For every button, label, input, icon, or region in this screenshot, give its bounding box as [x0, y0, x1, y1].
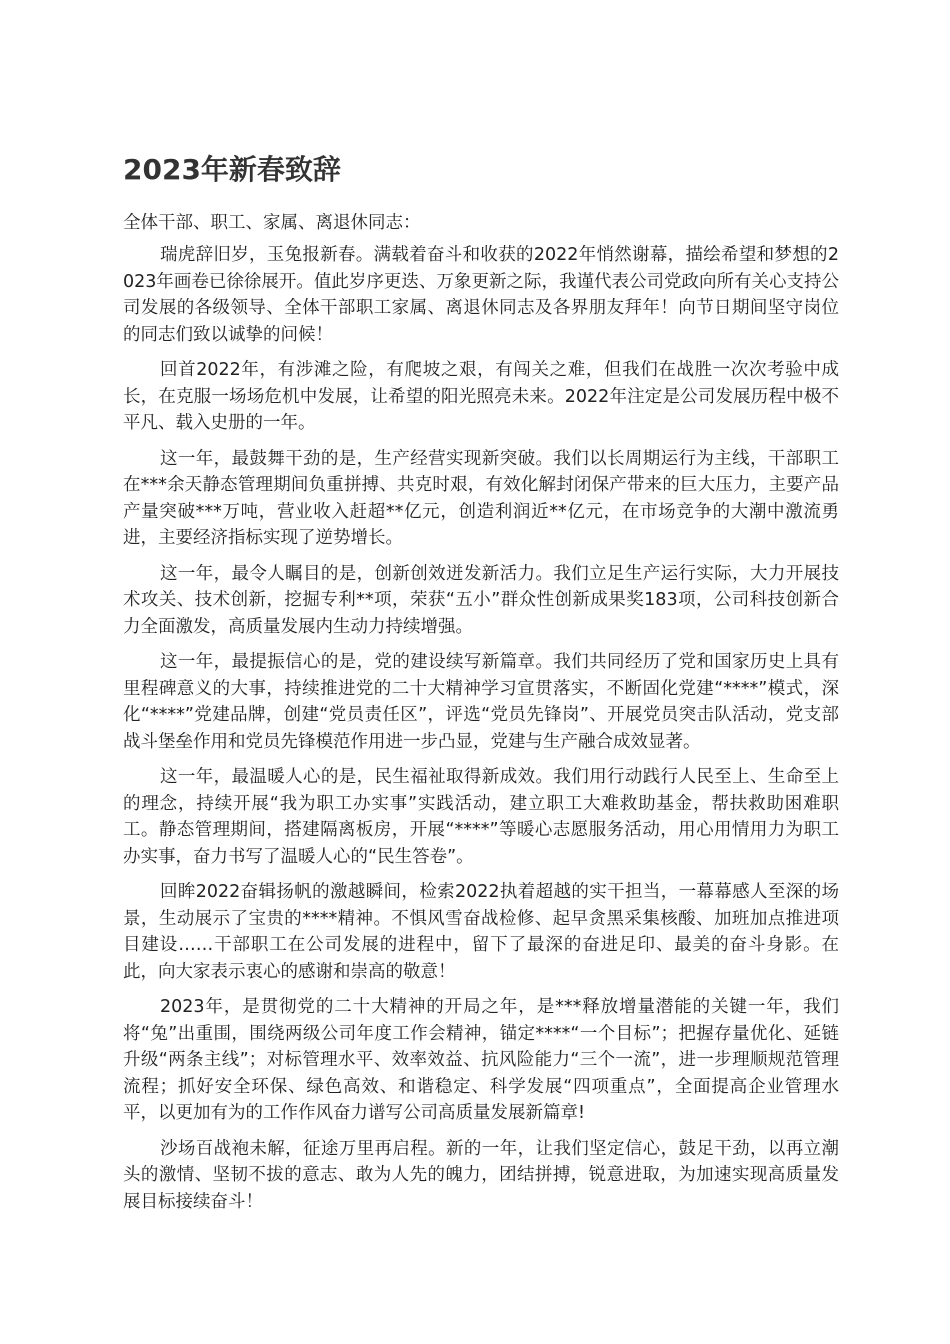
- paragraph-8: 2023年，是贯彻党的二十大精神的开局之年，是***释放增量潜能的关键一年，我们将“兔”出重围，围绕两级公司年度工作会精神，锚定****“一个目标”；把握存量优化、延链升级“两条主线”；对标管理水平、效率效益、抗风险能力“三个一流”，进一步理顺规范管理流程；抓好安全环保、绿色高效、和谐稳定、科学发展“四项重点”，全面提高企业管理水平，以更加有为的工作作风奋力谱写公司高质量发展新篇章!: [123, 997, 839, 1123]
- salutation: 全体干部、职工、家属、离退休同志：: [123, 213, 421, 233]
- paragraph-7: 回眸2022奋辑扬帆的激越瞬间，检索2022执着超越的实干担当，一幕幕感人至深的场景，生动展示了宝贵的****精神。不惧风雪奋战检修、起早贪黑采集核酸、加班加点推进项目建设……干部职工在公司发展的进程中，留下了最深的奋进足印、最美的奋斗身影。在此，向大家表示衷心的感谢和崇高的敬意！: [123, 882, 839, 982]
- paragraph-9: 沙场百战袍未解，征途万里再启程。新的一年，让我们坚定信心，鼓足干劲，以再立潮头的激情、坚韧不拔的意志、敢为人先的魄力，团结拼搏，锐意进取，为加速实现高质量发展目标接续奋斗！: [123, 1138, 839, 1212]
- paragraph-5: 这一年，最提振信心的是，党的建设续写新篇章。我们共同经历了党和国家历史上具有里程碑意义的大事，持续推进党的二十大精神学习宣贯落实，不断固化党建“****”模式，深化“****”党建品牌，创建“党员责任区”，评选“党员先锋岗”、开展党员突击队活动，党支部战斗堡垒作用和党员先锋模范作用进一步凸显，党建与生产融合成效显著。: [123, 652, 839, 752]
- paragraph-1: 瑞虎辞旧岁，玉兔报新春。满载着奋斗和收获的2022年悄然谢幕，描绘希望和梦想的2023年画卷已徐徐展开。值此岁序更迭、万象更新之际，我谨代表公司党政向所有关心支持公司发展的各级领导、全体干部职工家属、离退休同志及各界朋友拜年！向节日期间坚守岗位的同志们致以诚挚的问候！: [123, 245, 839, 345]
- paragraph-2: 回首2022年，有涉滩之险，有爬坡之艰，有闯关之难，但我们在战胜一次次考验中成长，在克服一场场危机中发展，让希望的阳光照亮未来。2022年注定是公司发展历程中极不平凡、载入史册的一年。: [123, 360, 839, 433]
- paragraph-4: 这一年，最令人瞩目的是，创新创效迸发新活力。我们立足生产运行实际，大力开展技术攻关、技术创新，挖掘专利**项，荣获“五小”群众性创新成果奖183项，公司科技创新合力全面激发，高质量发展内生动力持续增强。: [123, 563, 839, 637]
- document-page: [123, 150, 839, 1224]
- paragraph-3: 这一年，最鼓舞干劲的是，生产经营实现新突破。我们以长周期运行为主线，干部职工在***余天静态管理期间负重拼搏、共克时艰，有效化解封闭保产带来的巨大压力，主要产品产量突破***万吨，营业收入赶超**亿元，创造利润近**亿元，在市场竞争的大潮中激流勇进，主要经济指标实现了逆势增长。: [123, 448, 839, 548]
- document-title: 2023年新春致辞: [123, 153, 341, 186]
- paragraph-6: 这一年，最温暖人心的是，民生福祉取得新成效。我们用行动践行人民至上、生命至上的理念，持续开展“我为职工办实事”实践活动，建立职工大难救助基金，帮扶救助困难职工。静态管理期间，搭建隔离板房，开展“****”等暖心志愿服务活动，用心用情用力为职工办实事，奋力书写了温暖人心的“民生答卷”。: [123, 767, 839, 867]
